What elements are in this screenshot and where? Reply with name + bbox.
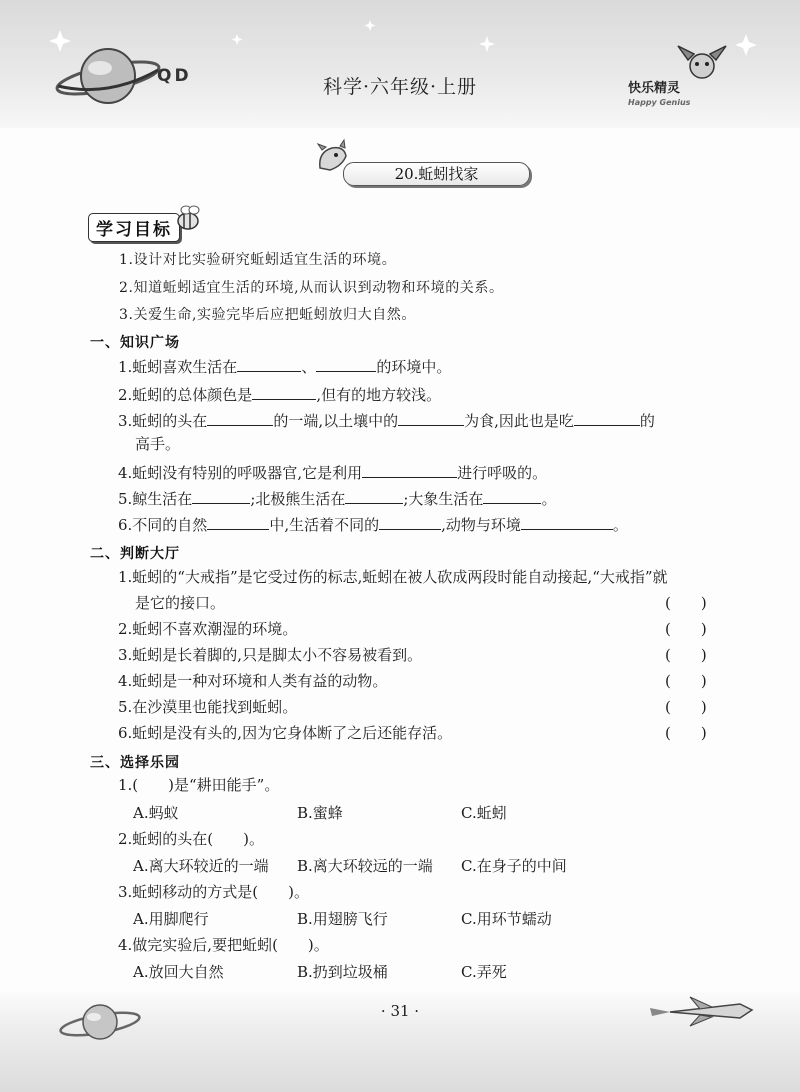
choice-option[interactable]: B.扔到垃圾桶 xyxy=(297,963,388,981)
space-shuttle-icon xyxy=(650,997,752,1026)
publisher-mark: QD xyxy=(157,66,192,86)
brand-cn: 快乐精灵 xyxy=(628,81,681,96)
answer-blank[interactable] xyxy=(483,487,541,504)
fill-question-2 xyxy=(118,383,441,405)
choice-option[interactable]: C.蚯蚓 xyxy=(461,804,507,822)
fill-question-5 xyxy=(118,487,556,509)
answer-blank[interactable] xyxy=(362,461,457,478)
choice-option[interactable]: B.离大环较远的一端 xyxy=(297,857,433,875)
answer-blank[interactable] xyxy=(192,487,250,504)
q-text: ,动物与环境 xyxy=(441,516,521,534)
judge-item-3: 3.蚯蚓是长着脚的,只是脚太小不容易被看到。 xyxy=(118,646,423,664)
q-text: 的 xyxy=(639,412,655,430)
q-text: 1.蚯蚓喜欢生活在 xyxy=(118,358,238,376)
judge-answer-6[interactable]: ( ) xyxy=(665,724,707,742)
brand-en: Happy Genius xyxy=(628,98,691,107)
choice-question-2: 2.蚯蚓的头在( )。 xyxy=(118,830,265,848)
choice-option[interactable]: C.在身子的中间 xyxy=(461,857,567,875)
planet-icon xyxy=(59,1005,141,1040)
star-icon xyxy=(49,20,757,56)
section1-title: 一、知识广场 xyxy=(90,335,180,351)
judge-answer-3[interactable]: ( ) xyxy=(665,646,707,664)
q-text: 为食,因此也是吃 xyxy=(464,412,574,430)
answer-blank[interactable] xyxy=(207,513,269,530)
section3-title: 三、选择乐园 xyxy=(90,755,180,771)
q-text: 3.蚯蚓的头在 xyxy=(118,412,208,430)
q-text: ;北极熊生活在 xyxy=(250,490,346,508)
goal-item-2: 2.知道蚯蚓适宜生活的环境,从而认识到动物和环境的关系。 xyxy=(119,280,504,296)
footer-decoration xyxy=(0,992,800,1092)
q-text: 2.蚯蚓的总体颜色是 xyxy=(118,386,253,404)
q-text: ;大象生活在 xyxy=(403,490,484,508)
answer-blank[interactable] xyxy=(521,513,613,530)
page-number: · 31 · xyxy=(380,1002,420,1020)
q-text: 进行呼吸的。 xyxy=(457,464,548,482)
q-text: 6.不同的自然 xyxy=(118,516,208,534)
q-text: 5.鲸生活在 xyxy=(118,490,193,508)
goals-title: 学习目标 xyxy=(88,213,180,242)
q-text: 。 xyxy=(612,516,628,534)
fill-question-6 xyxy=(118,513,628,535)
judge-item-6: 6.蚯蚓是没有头的,因为它身体断了之后还能存活。 xyxy=(118,724,453,742)
q-text: 。 xyxy=(541,490,557,508)
judge-item-2: 2.蚯蚓不喜欢潮湿的环境。 xyxy=(118,620,298,638)
section2-title: 二、判断大厅 xyxy=(90,546,180,562)
goal-item-1: 1.设计对比实验研究蚯蚓适宜生活的环境。 xyxy=(119,252,397,268)
judge-answer-2[interactable]: ( ) xyxy=(665,620,707,638)
choice-option[interactable]: C.弄死 xyxy=(461,963,507,981)
q-text: 的一端,以土壤中的 xyxy=(273,412,399,430)
choice-question-3: 3.蚯蚓移动的方式是( )。 xyxy=(118,883,310,901)
choice-option[interactable]: B.蜜蜂 xyxy=(297,804,343,822)
answer-blank[interactable] xyxy=(237,355,301,372)
lesson-title: 20.蚯蚓找家 xyxy=(343,162,530,186)
q-text: 4.蚯蚓没有特别的呼吸器官,它是利用 xyxy=(118,464,363,482)
fill-question-3-cont: 高手。 xyxy=(135,435,181,453)
judge-item-4: 4.蚯蚓是一种对环境和人类有益的动物。 xyxy=(118,672,388,690)
choice-option[interactable]: A.放回大自然 xyxy=(133,963,224,981)
answer-blank[interactable] xyxy=(398,409,464,426)
choice-option[interactable]: B.用翅膀飞行 xyxy=(297,910,388,928)
fill-question-3 xyxy=(118,409,655,431)
answer-blank[interactable] xyxy=(207,409,273,426)
answer-blank[interactable] xyxy=(574,409,640,426)
choice-option[interactable]: A.离大环较近的一端 xyxy=(133,857,269,875)
judge-answer-4[interactable]: ( ) xyxy=(665,672,707,690)
judge-answer-5[interactable]: ( ) xyxy=(665,698,707,716)
bee-icon xyxy=(172,204,206,234)
q-text: 的环境中。 xyxy=(376,358,452,376)
judge-item-1-cont: 是它的接口。 xyxy=(135,594,226,612)
q-text: 中,生活着不同的 xyxy=(269,516,380,534)
answer-blank[interactable] xyxy=(345,487,403,504)
book-title: 科学·六年级·上册 xyxy=(322,76,478,98)
q-text: ,但有的地方较浅。 xyxy=(316,386,442,404)
choice-question-4: 4.做完实验后,要把蚯蚓( )。 xyxy=(118,936,329,954)
answer-blank[interactable] xyxy=(379,513,441,530)
choice-option[interactable]: C.用环节蠕动 xyxy=(461,910,552,928)
q-text: 、 xyxy=(301,358,317,376)
judge-item-5: 5.在沙漠里也能找到蚯蚓。 xyxy=(118,698,298,716)
fill-question-4 xyxy=(118,461,547,483)
brand-logo xyxy=(628,68,740,110)
fill-question-1 xyxy=(118,355,451,377)
choice-option[interactable]: A.蚂蚁 xyxy=(133,804,179,822)
answer-blank[interactable] xyxy=(316,355,376,372)
judge-item-1: 1.蚯蚓的“大戒指”是它受过伤的标志,蚯蚓在被人砍成两段时能自动接起,“大戒指”就 xyxy=(118,568,668,586)
choice-option[interactable]: A.用脚爬行 xyxy=(133,910,209,928)
choice-question-1: 1.( )是“耕田能手”。 xyxy=(118,776,280,794)
goal-item-3: 3.关爱生命,实验完毕后应把蚯蚓放归大自然。 xyxy=(119,307,417,323)
judge-answer-1[interactable]: ( ) xyxy=(665,594,707,612)
answer-blank[interactable] xyxy=(252,383,316,400)
